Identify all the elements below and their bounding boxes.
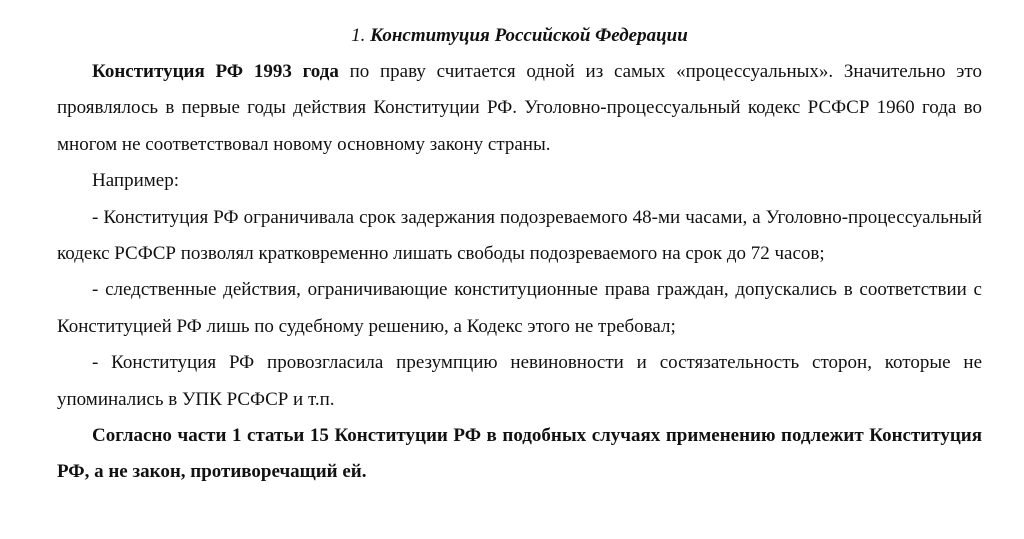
intro-bold-text: Конституция РФ 1993 года	[92, 61, 339, 82]
intro-text: по праву считается одной из самых «процессуальных». Значительно это проявлялось в первые годы действия Конституции РФ. Уголовно-процессуальный кодекс РСФСР 1960 года во многом не соответствовал новому основному закону страны.	[57, 61, 982, 155]
section-number: 1.	[351, 25, 366, 46]
section-title: Конституция Российской Федерации	[370, 25, 688, 46]
list-item-detention: - Конституция РФ ограничивала срок задержания подозреваемого 48-ми часами, а Уголовно-процессуальный кодекс РСФСР позволял кратковременно лишать свободы подозреваемого на срок до 72 часов;	[57, 206, 982, 265]
list-item-presumption: - Конституция РФ провозгласила презумпцию невиновности и состязательность сторон, которые не упоминались в УПК РСФСР и т.п.	[57, 352, 982, 410]
section-heading	[57, 18, 982, 54]
conclusion-paragraph: Согласно части 1 статьи 15 Конституции РФ в подобных случаях применению подлежит Конституция РФ, а не закон, противоречащий ей.	[57, 425, 982, 483]
intro-paragraph	[57, 54, 982, 163]
document-page	[57, 18, 982, 491]
list-item-investigative-actions: - следственные действия, ограничивающие конституционные права граждан, допускались в соответствии с Конституцией РФ лишь по судебному решению, а Кодекс этого не требовал;	[57, 279, 982, 337]
example-label: Например:	[92, 170, 179, 192]
